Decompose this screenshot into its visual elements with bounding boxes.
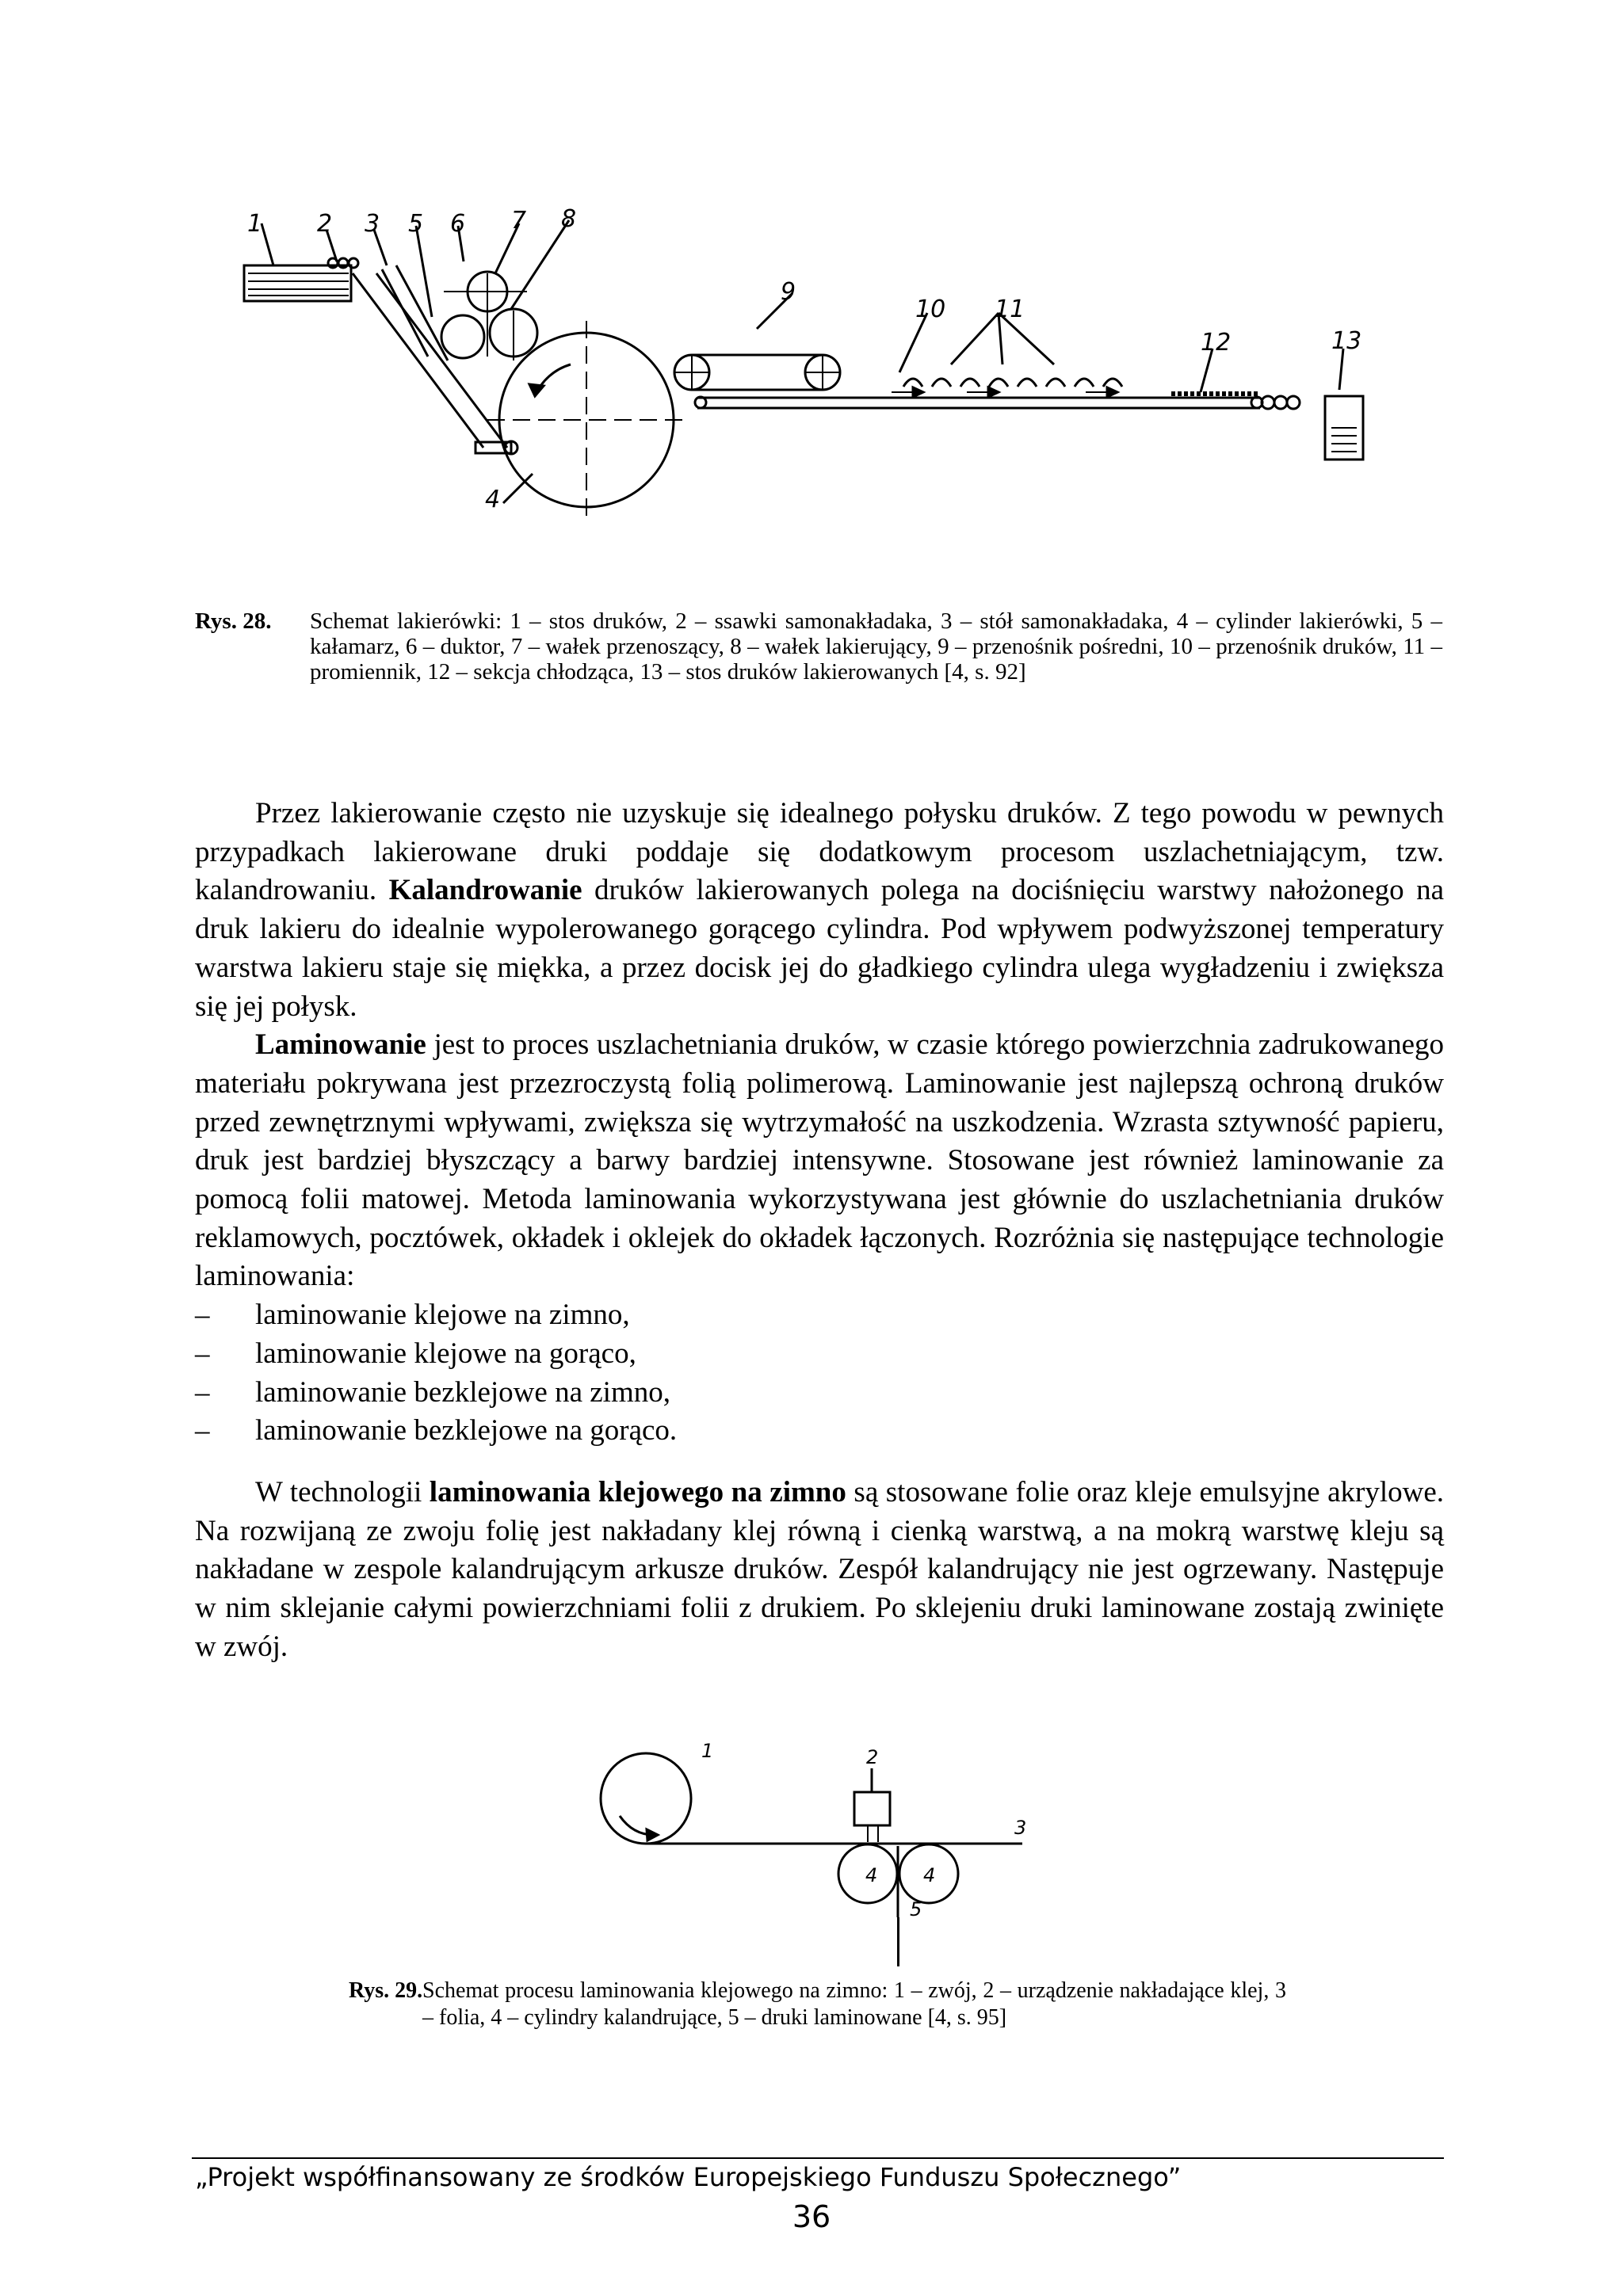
figure-29-label: 3 [1014,1817,1027,1839]
footer-divider [192,2157,1444,2159]
figure-28-caption-number: Rys. 28. [195,608,272,634]
figure-29-label: 1 [701,1740,714,1762]
figure-28-label: 12 [1201,329,1232,357]
figure-28-label: 5 [408,210,424,238]
list-item: – laminowanie klejowe na zimno, [195,1299,630,1332]
paragraph-calendering: Przez lakierowanie często nie uzyskuje się idealnego połysku druków. Z tego powodu w pewnych przypadkach lakierowane druki poddaje się dodatkowym procesom uszlachetniającym, tzw. kalandrowaniu. Kalandrowanie druków lakierowanych polega na dociśnięciu warstwy nałożonego na druk lakieru do idealnie wypolerowanego gorącego cylindra. Pod wpływem podwyższonej temperatury warstwa lakieru staje się miękka, a przez docisk jej do gładkiego cylindra ulega wygładzeniu i zwiększa się jej połysk. [195,797,1445,1023]
main-text [195,795,1444,1666]
figure-28-label: 6 [450,210,466,238]
page-number: 36 [792,2199,831,2234]
term-kalandrowanie: Kalandrowanie [388,874,582,907]
figure-28-varnishing-machine-diagram [238,206,1379,531]
figure-28-label: 11 [995,296,1025,323]
term-laminowanie-klejowe-na-zimno: laminowania klejowego na zimno [429,1475,846,1508]
figure-29-caption-text: Schemat procesu laminowania klejowego na zimno: 1 – zwój, 2 – urządzenie nakładające klej, 3 – folia, 4 – cylindry kalandrujące, 5 – druki laminowane [4, s. 95] [422,1978,1286,2030]
figure-29-label: 4 [923,1864,936,1886]
figure-28-label: 2 [317,210,333,238]
figure-28-label: 7 [511,207,527,235]
paragraph-lamination: Laminowanie jest to proces uszlachetniania druków, w czasie którego powierzchnia zadrukowanego materiału pokrywana jest przezroczystą folią polimerową. Laminowanie jest najlepszą ochroną druków przed zewnętrznymi wpływami, zwiększa się wytrzymałość na uszkodzenia. Wzrasta sztywność papieru, druk jest bardziej błyszczący a barwy bardziej intensywne. Stosowane jest również laminowanie za pomocą folii matowej. Metoda laminowania wykorzystywana jest głównie do uszlachetniania druków reklamowych, pocztówek, okładek i oklejek do okładek łączonych. Rozróżnia się następujące technologie laminowania: [195,1028,1444,1293]
list-item: – laminowanie bezklejowe na zimno, [195,1375,670,1409]
figure-28-caption-text: Schemat lakierówki: 1 – stos druków, 2 – ssawki samonakładaka, 3 – stół samonakładaka, 4 – cylinder lakierówki, 5 – kałamarz, 6 – duktor, 7 – wałek przenoszący, 8 – wałek lakierujący, 9 – przenośnik pośredni, 10 – przenośnik druków, 11 – promiennik, 12 – sekcja chłodząca, 13 – stos druków lakierowanych [4, s. 92] [310,608,1442,685]
paragraph-cold-lamination: W technologii laminowania klejowego na zimno są stosowane folie oraz kleje emulsyjne akrylowe. Na rozwijaną ze zwoju folię jest nakładany klej równą i cienką warstwą, a na mokrą warstwę kleju są nakładane w zespole kalandrującym arkusze druków. Zespół kalandrujący nie jest ogrzewany. Następuje w nim sklejanie całymi powierzchniami folii z drukiem. Po sklejeniu druki laminowane zostają zwinięte w zwój. [195,1475,1444,1663]
figure-28-label: 3 [365,210,380,238]
figure-28-label: 13 [1331,327,1362,355]
footer-text: „Projekt współfinansowany ze środków Europejskiego Funduszu Społecznego” [195,2162,1182,2192]
figure-28-label: 8 [561,205,577,233]
figure-28-label: 1 [247,210,263,238]
figure-29-caption [349,1978,1286,2031]
figure-29-label: 5 [910,1898,922,1920]
figure-28-caption [195,608,1442,685]
figure-29-label: 2 [866,1746,879,1768]
figure-29-label: 4 [865,1864,878,1886]
list-item: – laminowanie bezklejowe na gorąco. [195,1414,678,1447]
figure-29-sheet-line [897,1917,899,1966]
figure-29-lamination-diagram [586,1735,1046,1920]
figure-28-label: 4 [485,486,501,513]
term-laminowanie: Laminowanie [255,1028,426,1062]
list-item: – laminowanie klejowe na gorąco, [195,1337,636,1370]
figure-28-label: 9 [781,278,796,306]
figure-28-label: 10 [915,296,946,323]
figure-29-caption-number: Rys. 29. [349,1978,423,2003]
